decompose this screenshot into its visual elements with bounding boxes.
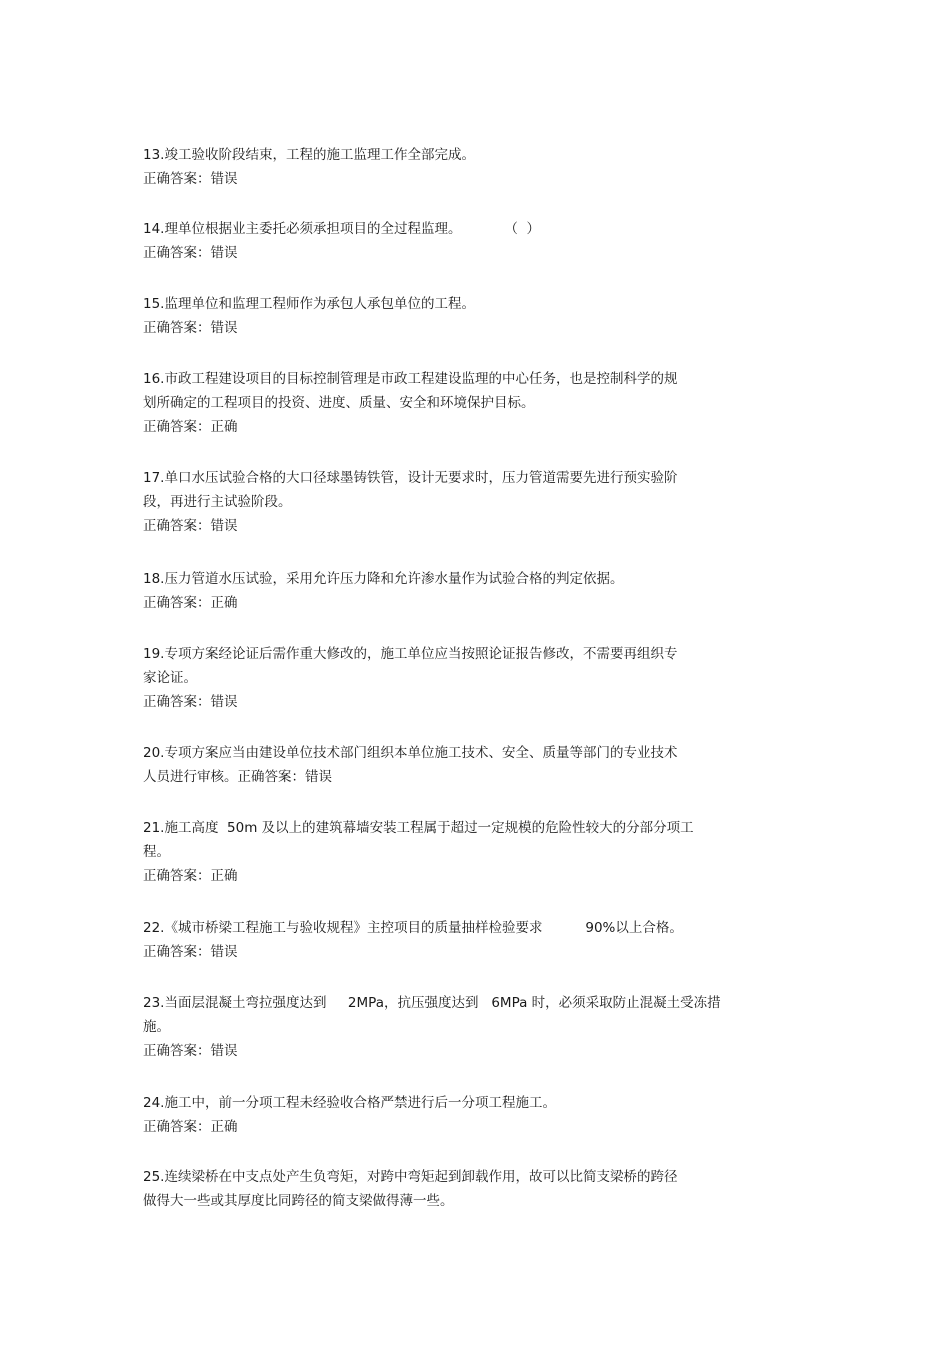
- question-text: 施。: [143, 1019, 170, 1035]
- question-text: 22.《城市桥梁工程施工与验收规程》主控项目的质量抽样检验要求 90%以上合格。: [143, 920, 683, 936]
- answer-text: 正确答案：正确: [143, 868, 238, 884]
- question-21: [143, 816, 803, 888]
- question-text: 18.压力管道水压试验，采用允许压力降和允许渗水量作为试验合格的判定依据。: [143, 571, 624, 587]
- question-14: [143, 217, 803, 265]
- answer-text: 正确答案：错误: [143, 245, 238, 261]
- question-text: 16.市政工程建设项目的目标控制管理是市政工程建设监理的中心任务，也是控制科学的规: [143, 371, 678, 387]
- question-text: 17.单口水压试验合格的大口径球墨铸铁管，设计无要求时，压力管道需要先进行预实验阶: [143, 470, 678, 486]
- question-24: [143, 1091, 803, 1139]
- answer-text: 正确答案：正确: [143, 419, 238, 435]
- question-16: [143, 367, 803, 439]
- question-text: 划所确定的工程项目的投资、进度、质量、安全和环境保护目标。: [143, 395, 535, 411]
- question-text: 20.专项方案应当由建设单位技术部门组织本单位施工技术、安全、质量等部门的专业技术: [143, 745, 678, 761]
- answer-text: 正确答案：错误: [143, 518, 238, 534]
- question-15: [143, 292, 803, 340]
- question-19: [143, 642, 803, 714]
- answer-text: 正确答案：错误: [143, 1043, 238, 1059]
- answer-text: 正确答案：正确: [143, 1119, 238, 1135]
- question-text: 21.施工高度 50m 及以上的建筑幕墙安装工程属于超过一定规模的危险性较大的分部分项工: [143, 820, 694, 836]
- question-20: [143, 741, 803, 789]
- question-text: 25.连续梁桥在中支点处产生负弯矩，对跨中弯矩起到卸载作用，故可以比简支梁桥的跨径: [143, 1169, 678, 1185]
- answer-text: 正确答案：错误: [143, 171, 238, 187]
- answer-text: 正确答案：正确: [143, 595, 238, 611]
- answer-text: 正确答案：错误: [143, 694, 238, 710]
- question-25: [143, 1165, 803, 1213]
- question-22: [143, 916, 803, 964]
- question-text: 23.当面层混凝土弯拉强度达到 2MPa，抗压强度达到 6MPa 时，必须采取防止混凝土受冻措: [143, 995, 721, 1011]
- answer-text: 正确答案：错误: [143, 320, 238, 336]
- question-text: 家论证。: [143, 670, 197, 686]
- question-17: [143, 466, 803, 538]
- question-text: 15.监理单位和监理工程师作为承包人承包单位的工程。: [143, 296, 475, 312]
- question-text: 24.施工中，前一分项工程未经验收合格严禁进行后一分项工程施工。: [143, 1095, 556, 1111]
- answer-text: 正确答案：错误: [143, 944, 238, 960]
- question-text: 13.竣工验收阶段结束，工程的施工监理工作全部完成。: [143, 147, 475, 163]
- question-text: 19.专项方案经论证后需作重大修改的，施工单位应当按照论证报告修改，不需要再组织专: [143, 646, 678, 662]
- question-18: [143, 567, 803, 615]
- question-text: 做得大一些或其厚度比同跨径的简支梁做得薄一些。: [143, 1193, 454, 1209]
- question-text: 段，再进行主试验阶段。: [143, 494, 292, 510]
- question-text: 程。: [143, 844, 170, 860]
- question-23: [143, 991, 803, 1063]
- question-13: [143, 143, 803, 191]
- question-text: 人员进行审核。正确答案：错误: [143, 769, 332, 785]
- question-text: 14.理单位根据业主委托必须承担项目的全过程监理。 （ ）: [143, 221, 540, 237]
